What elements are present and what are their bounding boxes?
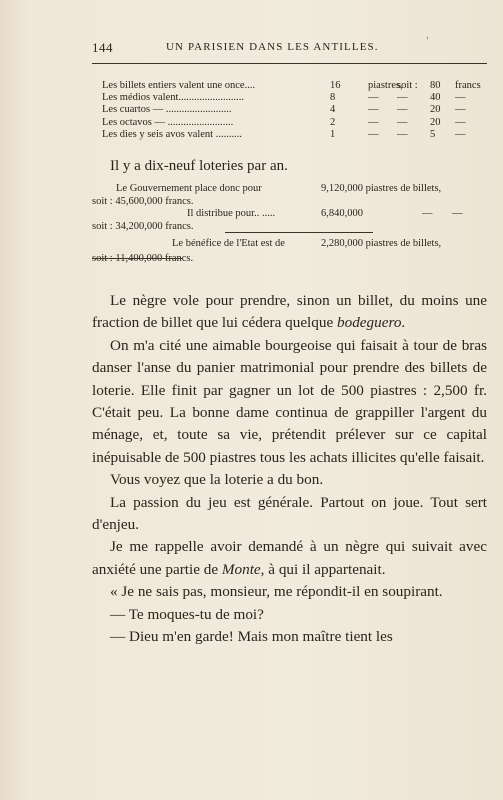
table-row xyxy=(92,92,487,104)
row-francs-value: 40 xyxy=(430,92,441,104)
row-value: 16 xyxy=(330,80,341,91)
row-francs-unit: — xyxy=(455,116,466,128)
row-value: 1 xyxy=(330,128,336,140)
row-soit: soit : xyxy=(397,80,418,91)
row-francs-value: 20 xyxy=(430,104,441,116)
text-run: Je me rappelle avoir demandé à un nègre qui suivait avec anxiété une partie de xyxy=(92,538,487,578)
row-unit: — xyxy=(368,104,379,116)
row-label: Les cuartos — ......................... xyxy=(102,104,232,116)
paragraph: Vous voyez que la loterie a du bon. xyxy=(110,471,324,489)
header-rule xyxy=(92,63,487,64)
row-value: 2 xyxy=(330,116,336,128)
stats-value: 9,120,000 piastres de billets, xyxy=(321,183,442,194)
row-unit: — xyxy=(368,92,379,104)
row-soit: — xyxy=(397,128,408,140)
lottery-statistics xyxy=(92,183,487,265)
stats-label: Le bénéfice de l'Etat est de xyxy=(172,238,285,249)
stats-dash: — xyxy=(452,208,463,219)
paragraph: On m'a cité une aimable bourgeoise qui faisait à tour de bras danser l'anse du panier matrimonial pour prendre des billets de loterie. Elle finit par gagner un lot de 500 piastres : 2,500 fr. C'était peu. La bonne dame continua de grappiller l'argent du ménage, et, toute sa vie, prétendit prélever sur ce capital inépuisable de 500 piastres tous les achats illicites qu'elle faisait. xyxy=(92,336,487,466)
row-soit: — xyxy=(397,104,408,116)
row-francs-value: 20 xyxy=(430,116,441,128)
section-rule xyxy=(92,258,182,259)
row-value: 8 xyxy=(330,92,336,104)
stats-conversion: soit : 45,600,000 francs. xyxy=(92,195,194,207)
row-label: Les octavos — ......................... xyxy=(102,116,234,128)
stats-conversion: soit : 11,400,000 francs. xyxy=(92,252,194,264)
stats-label: Le Gouvernement place donc pour xyxy=(116,183,262,194)
row-francs-unit: francs xyxy=(455,80,481,91)
table-row xyxy=(92,80,487,92)
stats-line xyxy=(92,208,487,221)
row-unit: piastres, xyxy=(368,80,403,91)
text-run: . xyxy=(401,314,406,332)
row-soit: — xyxy=(397,92,408,104)
paragraph: « Je ne sais pas, monsieur, me répondit-il en soupirant. xyxy=(110,583,443,601)
running-title: UN PARISIEN DANS LES ANTILLES. xyxy=(166,41,379,53)
paragraph: La passion du jeu est générale. Partout on joue. Tout sert d'enjeu. xyxy=(92,493,487,534)
stats-line xyxy=(92,183,487,196)
table-row xyxy=(92,129,487,141)
row-unit: — xyxy=(368,116,379,128)
row-label: Les dies y seis avos valent .......... xyxy=(102,128,242,140)
stats-dash: — xyxy=(422,208,433,219)
row-francs-unit: — xyxy=(455,104,466,116)
row-soit: — xyxy=(397,116,408,128)
paragraph: — Te moques-tu de moi? xyxy=(110,605,264,623)
stats-line xyxy=(92,196,487,209)
text-run: Le nègre vole pour prendre, sinon un billet, du moins une fraction de billet que lui cédera quelque xyxy=(92,292,487,332)
stats-value: 2,280,000 piastres de billets, xyxy=(321,238,442,249)
italic-word: bodeguero xyxy=(337,314,402,332)
row-francs-value: 5 xyxy=(430,128,436,140)
paragraph xyxy=(92,536,487,581)
row-francs-value: 80 xyxy=(430,80,441,91)
sum-rule xyxy=(225,232,373,233)
row-unit: — xyxy=(368,128,379,140)
paragraph: — Dieu m'en garde! Mais mon maître tient les xyxy=(110,628,393,646)
row-francs-unit: — xyxy=(455,128,466,140)
body-text xyxy=(92,290,487,649)
row-label: Les billets entiers valent une once.... xyxy=(102,80,256,91)
row-value: 4 xyxy=(330,104,336,116)
text-run: à qui il appartenait. xyxy=(264,560,386,578)
row-label: Les médios valent......................... xyxy=(102,92,245,104)
price-table xyxy=(92,80,487,141)
table-row xyxy=(92,117,487,129)
italic-word: Monte, xyxy=(221,560,265,578)
header-mark: ' xyxy=(426,36,429,47)
stats-conversion: soit : 34,200,000 francs. xyxy=(92,220,194,232)
stats-value: 6,840,000 xyxy=(321,208,363,219)
stats-label: Il distribue pour.. ..... xyxy=(187,208,276,219)
paragraph xyxy=(92,290,487,335)
page-number: 144 xyxy=(92,40,113,55)
stats-line xyxy=(92,238,487,251)
row-francs-unit: — xyxy=(455,92,466,104)
running-header xyxy=(92,36,487,58)
lotteries-subheading: Il y a dix-neuf loteries par an. xyxy=(110,158,288,174)
table-row xyxy=(92,104,487,116)
